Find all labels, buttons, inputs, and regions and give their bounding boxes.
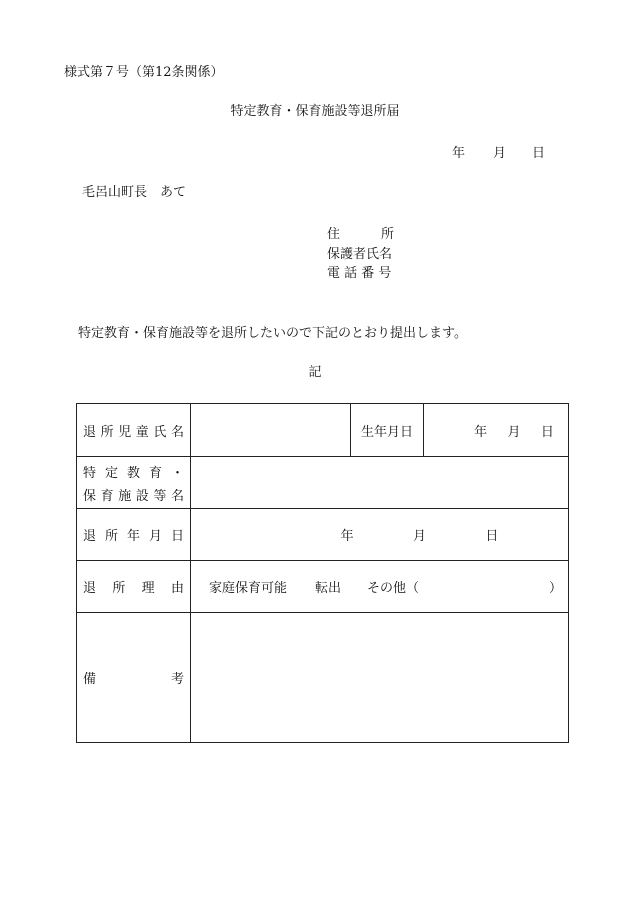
birth-date-field[interactable] (424, 404, 569, 457)
label-char: 月 (148, 529, 162, 544)
row-reason (77, 561, 569, 613)
label-char: 考 (170, 672, 184, 687)
label-char: 保 (83, 488, 97, 504)
guardian-name-label: 保護者氏名 (327, 247, 393, 262)
remarks-field[interactable] (191, 613, 569, 743)
row-child-name (77, 404, 569, 457)
label-char: 年 (126, 529, 140, 544)
label-char: 童 (135, 424, 149, 440)
reason-field[interactable] (191, 561, 569, 613)
reason-option-home-care[interactable]: 家庭保育可能 (209, 581, 288, 596)
label-char: 退 (83, 581, 97, 596)
birth-day-label: 日 (540, 424, 554, 440)
label-char: 所 (112, 581, 126, 596)
birth-month-label: 月 (507, 424, 521, 440)
row-remarks (77, 613, 569, 743)
withdraw-date-label (77, 509, 191, 561)
label-char: 名 (170, 424, 184, 440)
label-char: 特 (83, 465, 97, 481)
form-number: 様式第７号（第12条関係） (64, 65, 224, 80)
label-char: 由 (170, 581, 184, 596)
address-label-right: 所 (381, 227, 395, 242)
reason-label (77, 561, 191, 613)
label-char: 所 (104, 529, 118, 544)
label-char: 氏 (153, 424, 167, 440)
withdraw-day-label: 日 (485, 529, 499, 544)
label-char: 設 (135, 488, 149, 504)
label-char: 備 (83, 672, 97, 687)
label-char: 教 (126, 465, 140, 481)
label-char: 所 (100, 424, 114, 440)
date-month-label: 月 (493, 146, 507, 161)
label-char: 退 (83, 529, 97, 544)
birth-year-label: 年 (474, 424, 488, 440)
document-title: 特定教育・保育施設等退所届 (230, 104, 400, 119)
child-name-field[interactable] (191, 404, 351, 457)
facility-name-label (77, 457, 191, 509)
ki-heading: 記 (308, 365, 322, 380)
label-char: 定 (104, 465, 118, 481)
label-char: 児 (118, 424, 132, 440)
label-char: 名 (170, 488, 184, 504)
label-char: 理 (141, 581, 155, 596)
facility-name-field[interactable] (191, 457, 569, 509)
withdrawal-form-table (76, 403, 569, 743)
label-char: 施 (118, 488, 132, 504)
label-char: 等 (153, 488, 167, 504)
label-char: ・ (170, 465, 184, 481)
withdraw-month-label: 月 (412, 529, 426, 544)
withdraw-year-label: 年 (340, 529, 354, 544)
remarks-label (77, 613, 191, 743)
label-char: 育 (148, 465, 162, 481)
row-facility (77, 457, 569, 509)
declaration-text: 特定教育・保育施設等を退所したいので下記のとおり提出します。 (78, 326, 467, 341)
withdraw-date-field[interactable] (191, 509, 569, 561)
phone-label: 電 話 番 号 (327, 266, 392, 281)
reason-option-move-out[interactable]: 転出 (315, 581, 342, 596)
birth-date-label: 生年月日 (351, 404, 424, 457)
label-char: 日 (170, 529, 184, 544)
label-char: 退 (83, 424, 97, 440)
date-day-label: 日 (532, 146, 546, 161)
address-label-left: 住 (327, 227, 341, 242)
reason-option-other[interactable]: その他（ (367, 581, 420, 596)
addressee: 毛呂山町長 あて (82, 185, 187, 200)
child-name-label (77, 404, 191, 457)
row-withdraw-date (77, 509, 569, 561)
date-year-label: 年 (452, 146, 466, 161)
label-char: 育 (100, 488, 114, 504)
reason-close-paren: ） (548, 581, 562, 596)
